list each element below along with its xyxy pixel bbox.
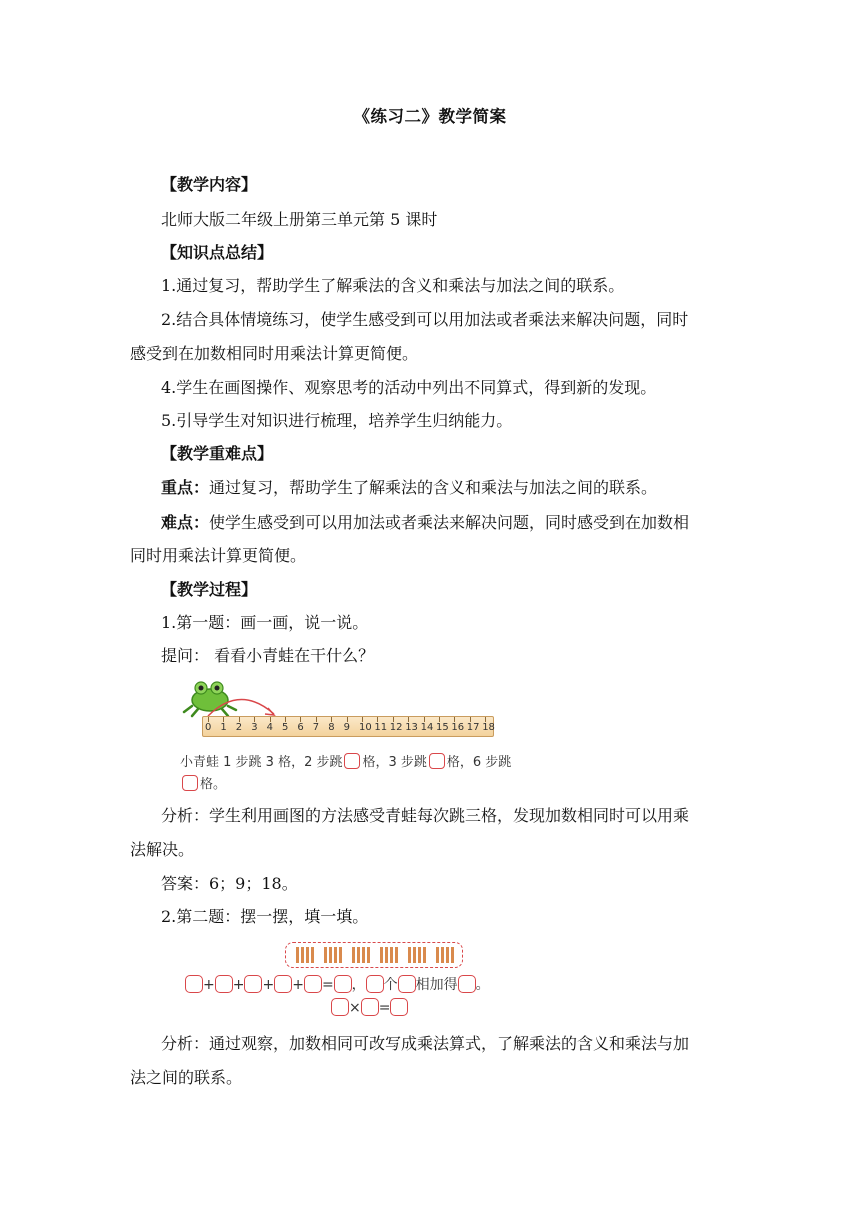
content-text: 北师大版二年级上册第三单元第 5 课时	[161, 210, 438, 229]
counting-stick	[296, 947, 299, 963]
counting-stick	[395, 947, 398, 963]
counting-stick	[385, 947, 388, 963]
question-2-analysis: 分析：通过观察，加数相同可改写成乘法算式，了解乘法的含义和乘法与加	[161, 1034, 690, 1053]
answer-blank[interactable]	[185, 975, 203, 993]
section-heading-knowledge: 【知识点总结】	[161, 243, 274, 262]
counting-stick	[367, 947, 370, 963]
answer-blank[interactable]	[331, 998, 349, 1016]
ruler-tick-label: 12	[389, 722, 403, 733]
ruler-tick-label: 17	[466, 722, 480, 733]
counting-stick	[311, 947, 314, 963]
sticks-group-frame	[285, 942, 463, 968]
counting-stick	[451, 947, 454, 963]
question-1-ask: 提问： 看看小青蛙在干什么？	[161, 646, 375, 665]
ruler-tick-label: 9	[343, 722, 350, 733]
equals-sign: =	[321, 977, 334, 993]
answer-blank[interactable]	[215, 975, 233, 993]
counting-stick	[352, 947, 355, 963]
answer-blank[interactable]	[244, 975, 262, 993]
counting-stick	[357, 947, 360, 963]
ruler-tick-label: 1	[220, 722, 227, 733]
counting-stick	[436, 947, 439, 963]
section-heading-keypoints: 【教学重难点】	[161, 444, 274, 463]
caption-part-c: 格，6 步跳	[446, 755, 512, 770]
caption-part-b: 格，3 步跳	[362, 755, 427, 770]
ge-label: 个	[383, 977, 398, 993]
plus-sign: +	[292, 977, 304, 993]
frog-ruler-figure	[180, 676, 512, 792]
answer-blank[interactable]	[304, 975, 322, 993]
section-heading-process: 【教学过程】	[161, 580, 258, 599]
times-sign: ×	[349, 1000, 361, 1016]
question-1-analysis: 分析：学生利用画图的方法感受青蛙每次跳三格，发现加数相同时可以用乘	[161, 806, 690, 825]
caption-part-d: 格。	[200, 777, 227, 792]
counting-stick	[380, 947, 383, 963]
section-heading-content: 【教学内容】	[161, 175, 258, 194]
key-label: 重点：	[161, 478, 210, 497]
ruler-tick-label: 8	[328, 722, 335, 733]
sticks-figure	[185, 938, 565, 1023]
difficult-text: 使学生感受到可以用加法或者乘法来解决问题，同时感受到在加数相	[209, 513, 690, 532]
page-title: 《练习二》教学简案	[353, 107, 507, 126]
ruler-tick-label: 11	[374, 722, 388, 733]
ruler-tick-label: 13	[405, 722, 418, 733]
counting-stick	[423, 947, 426, 963]
counting-stick	[413, 947, 416, 963]
answer-blank[interactable]	[398, 975, 416, 993]
period: 。	[475, 977, 490, 993]
ruler-tick-label: 5	[282, 722, 289, 733]
ruler-tick-label: 10	[359, 722, 372, 733]
question-1-answer: 答案：6；9；18。	[161, 874, 298, 893]
counting-stick	[334, 947, 337, 963]
counting-stick	[362, 947, 365, 963]
answer-blank[interactable]	[344, 753, 360, 769]
counting-stick	[306, 947, 309, 963]
question-1-analysis-cont: 法解决。	[130, 840, 195, 859]
key-text: 通过复习，帮助学生了解乘法的含义和乘法与加法之间的联系。	[209, 478, 658, 497]
difficult-label: 难点：	[161, 513, 210, 532]
ruler-tick-label: 18	[482, 722, 495, 733]
counting-stick	[339, 947, 342, 963]
ruler-tick-label: 6	[297, 722, 304, 733]
plus-sign: +	[232, 977, 245, 993]
ruler-tick-label: 0	[205, 722, 212, 733]
knowledge-item-4: 4.学生在画图操作、观察思考的活动中列出不同算式，得到新的发现。	[161, 378, 657, 397]
ruler-tick-label: 16	[451, 722, 465, 733]
knowledge-item-2-cont: 感受到在加数相同时用乘法计算更简便。	[130, 344, 419, 363]
ruler-tick-label: 7	[312, 722, 320, 733]
ruler-tick-label: 3	[251, 722, 258, 733]
difficult-point	[161, 513, 689, 533]
answer-blank[interactable]	[361, 998, 379, 1016]
comma: ，	[351, 977, 366, 993]
addition-equation	[185, 974, 490, 994]
difficult-point-cont: 同时用乘法计算更简便。	[130, 546, 307, 565]
plus-sign: +	[262, 977, 275, 993]
answer-blank[interactable]	[429, 753, 445, 769]
counting-stick	[324, 947, 327, 963]
counting-stick	[446, 947, 449, 963]
counting-stick	[441, 947, 444, 963]
plus-sign: +	[203, 977, 215, 993]
question-1: 1.第一题：画一画，说一说。	[161, 613, 369, 632]
answer-blank[interactable]	[182, 775, 198, 791]
ruler-tick-label: 14	[420, 722, 434, 733]
ruler-tick-label: 4	[266, 722, 273, 733]
answer-blank[interactable]	[274, 975, 292, 993]
caption-part-a: 小青蛙 1 步跳 3 格，2 步跳	[180, 755, 343, 770]
answer-blank[interactable]	[366, 975, 384, 993]
multiplication-equation	[331, 998, 408, 1016]
knowledge-item-2: 2.结合具体情境练习，使学生感受到可以用加法或者乘法来解决问题，同时	[161, 310, 689, 329]
counting-stick	[329, 947, 332, 963]
answer-blank[interactable]	[390, 998, 408, 1016]
equals-sign: =	[378, 1000, 391, 1016]
key-point	[161, 478, 657, 498]
counting-stick	[301, 947, 304, 963]
ruler-tick-label: 15	[436, 722, 449, 733]
answer-blank[interactable]	[334, 975, 352, 993]
answer-blank[interactable]	[458, 975, 476, 993]
add-result-label: 相加得	[415, 977, 458, 993]
ruler-caption-line-2	[180, 773, 226, 792]
question-2-analysis-cont: 法之间的联系。	[130, 1068, 243, 1087]
knowledge-item-1: 1.通过复习，帮助学生了解乘法的含义和乘法与加法之间的联系。	[161, 276, 625, 295]
ruler-tick-label: 2	[235, 722, 243, 733]
question-2: 2.第二题：摆一摆，填一填。	[161, 907, 369, 926]
counting-stick	[408, 947, 411, 963]
counting-stick	[418, 947, 421, 963]
knowledge-item-5: 5.引导学生对知识进行梳理，培养学生归纳能力。	[161, 411, 513, 430]
counting-stick	[390, 947, 393, 963]
ruler-caption-line-1	[180, 751, 511, 770]
